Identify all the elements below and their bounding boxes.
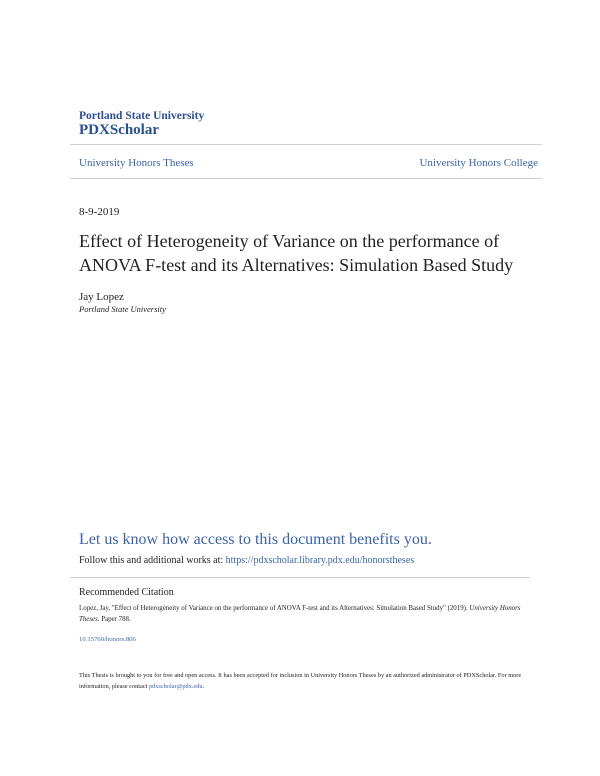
citation-part2: . Paper 788. [97,616,131,623]
nav-divider [70,178,542,179]
series-link[interactable]: University Honors Theses [79,157,194,169]
follow-line [79,555,414,566]
citation-series: University Honors Theses [79,605,521,623]
footer-notice [79,671,529,692]
footer-text: This Thesis is brought to you for free and open access. It has been accepted for inclusion in University Honors Theses by an authorized administrator of PDXScholar. For more information, please contact [79,672,522,690]
citation-text [79,603,529,625]
contact-email-link[interactable]: pdxscholar@pdx.edu [148,682,203,690]
university-name: Portland State University [79,110,205,122]
collection-url-link[interactable]: https://pdxscholar.library.pdx.edu/honorstheses [225,555,415,566]
college-link[interactable]: University Honors College [419,157,538,169]
document-title: Effect of Heterogeneity of Variance on the performance of ANOVA F-test and its Alternatives: Simulation Based Study [79,231,514,275]
header-divider [70,144,542,145]
publication-date: 8-9-2019 [79,206,120,218]
citation-divider [70,577,530,578]
repository-brand[interactable]: PDXScholar [79,122,159,138]
footer-end: . [202,682,205,690]
author-name: Jay Lopez [79,291,124,303]
author-affiliation: Portland State University [79,304,166,314]
doi-link[interactable]: 10.15760/honors.806 [79,636,136,643]
feedback-link[interactable]: Let us know how access to this document benefits you. [79,531,432,548]
citation-part1: Lopez, Jay, "Effect of Heterogeneity of Variance on the performance of ANOVA F-test and its Alternatives: Simulation Based Study" (2019). [79,605,470,612]
follow-prefix: Follow this and additional works at: [79,555,226,566]
citation-heading: Recommended Citation [79,587,174,598]
